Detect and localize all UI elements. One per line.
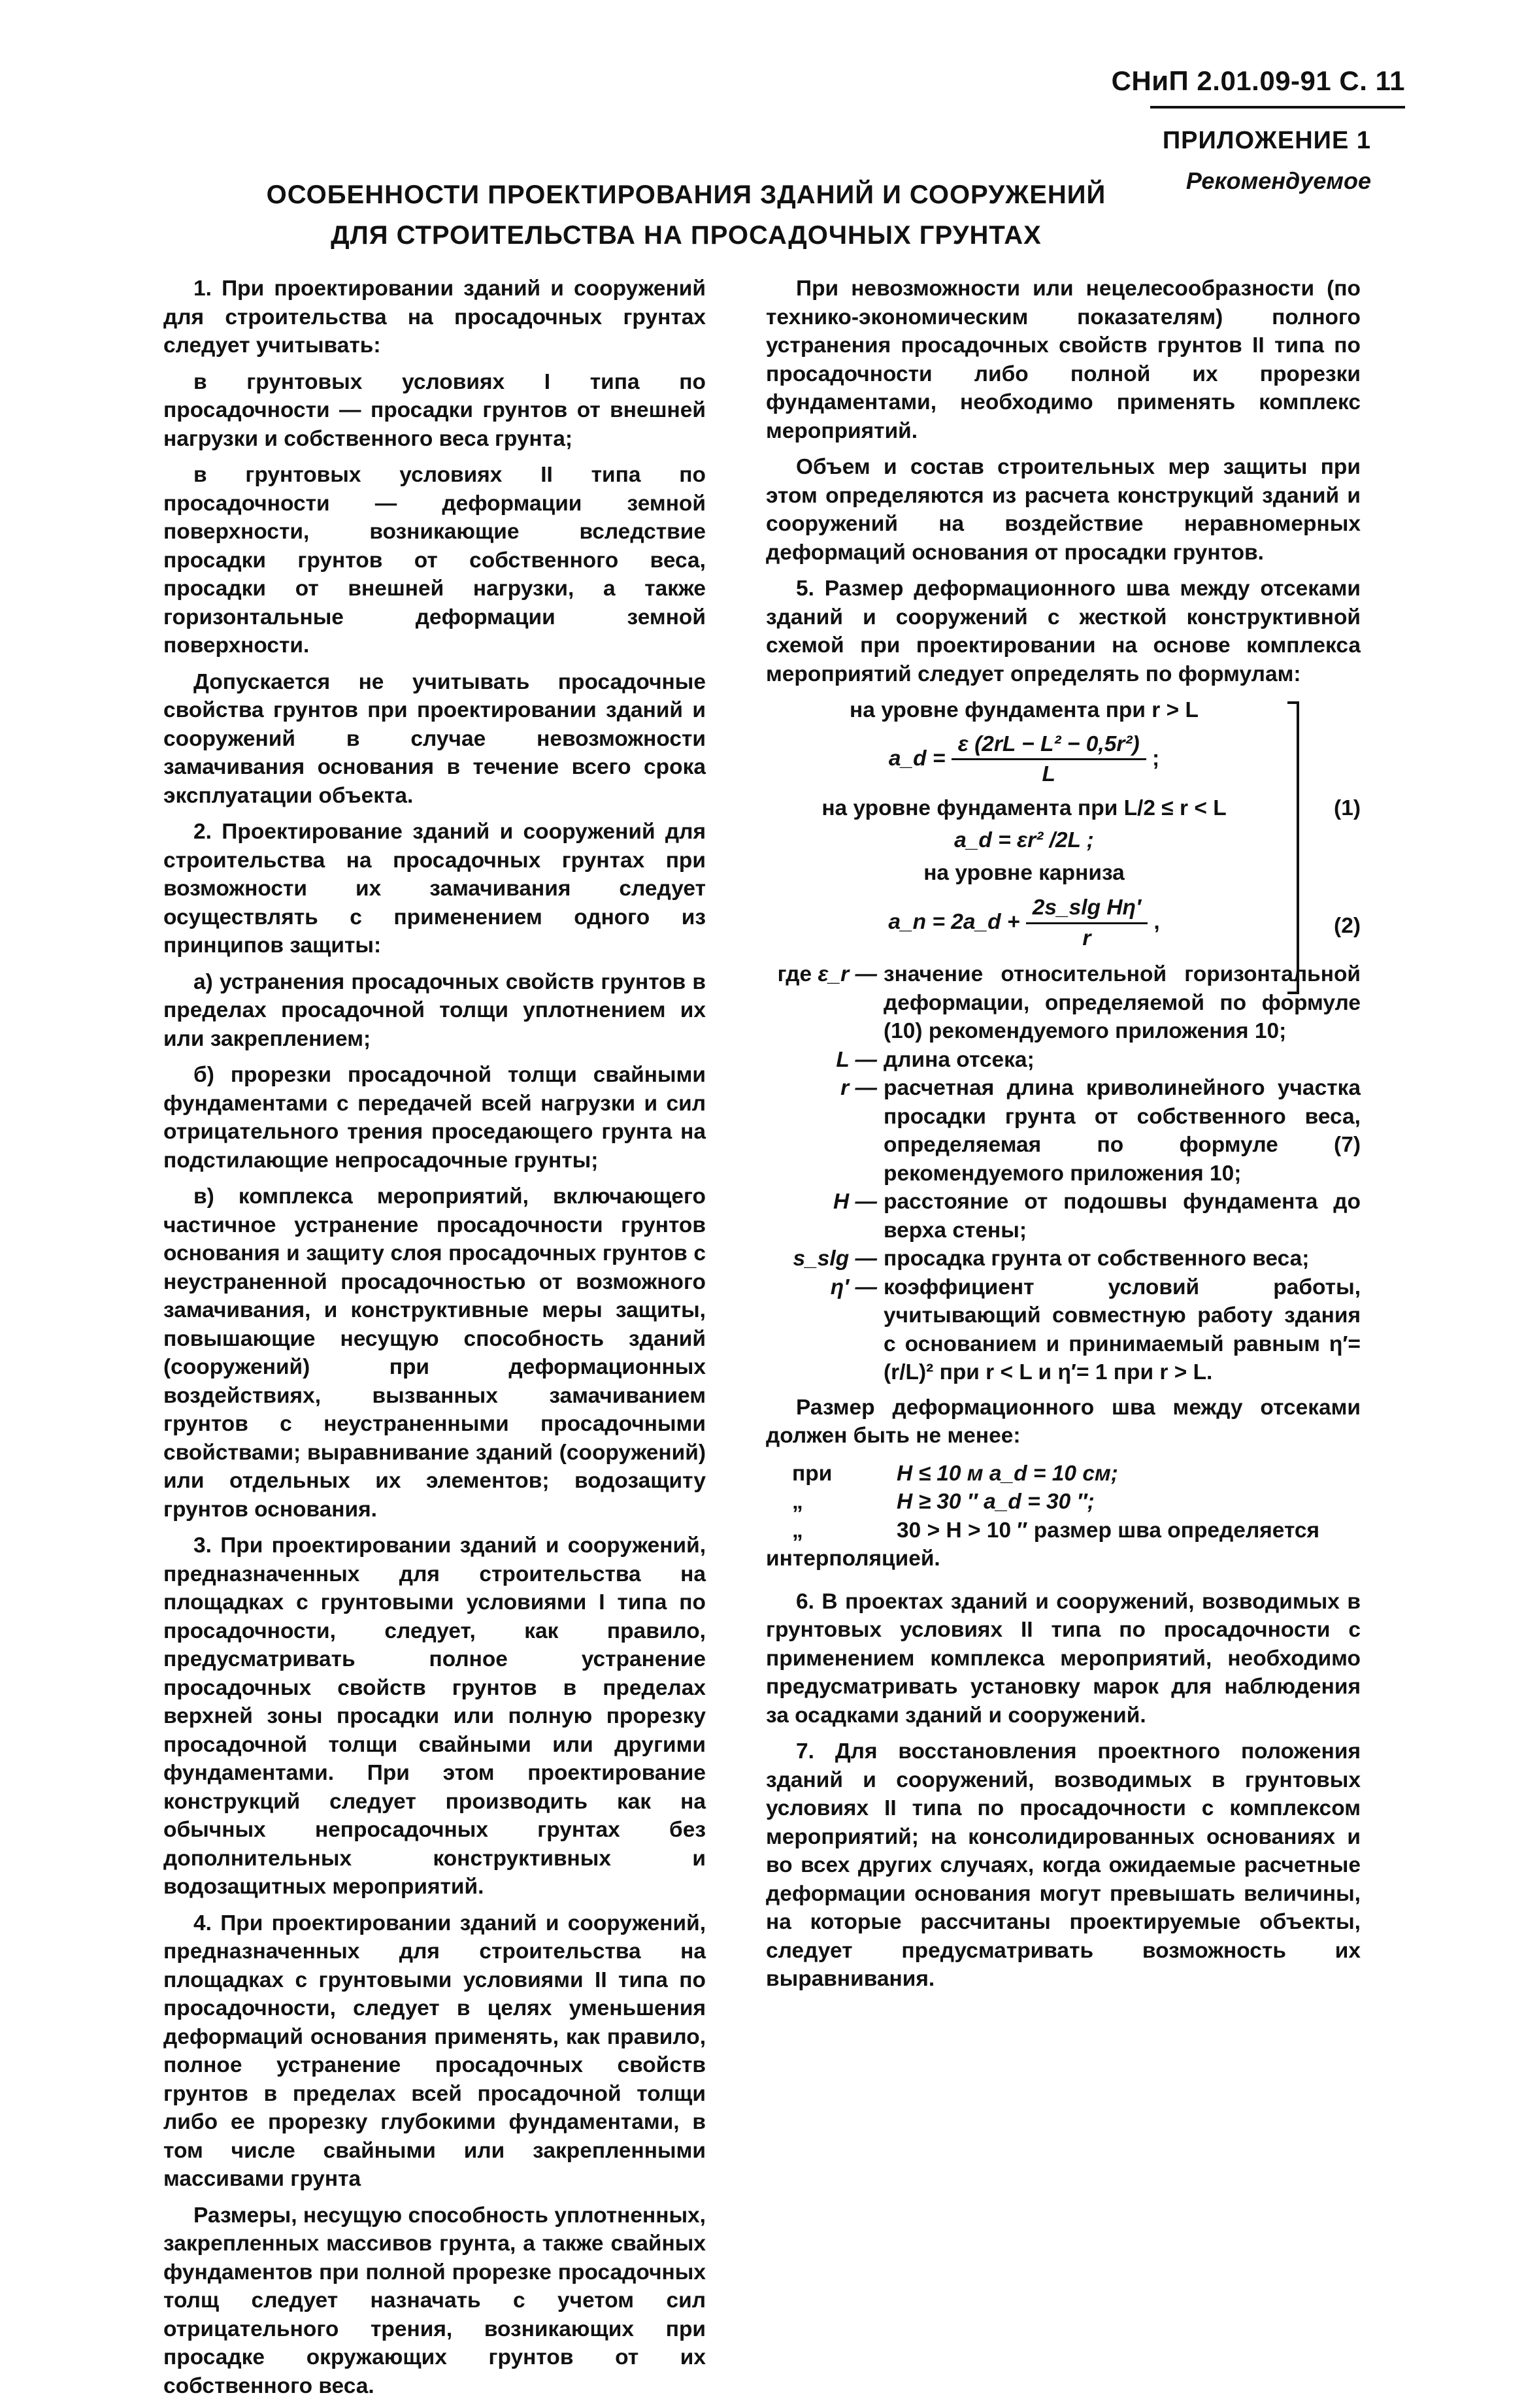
condition-row: при H ≤ 10 м a_d = 10 см; bbox=[792, 1461, 1118, 1486]
paragraph: При невозможности или нецелесообразности (по технико-экономическим показателям) полного устранения просадочных свойств грунтов II типа по просадочности либо полной их прорезки фундаментами, необходимо применять комплекс мероприятий. bbox=[766, 276, 1361, 443]
paragraph: 2. Проектирование зданий и сооружений для строительства на просадочных грунтах при возможности их замачивания следует осуществлять с применением одного из принципов защиты: bbox=[163, 820, 706, 958]
recommended-label: Рекомендуемое bbox=[1185, 167, 1371, 194]
equation-number-1: (1) bbox=[1334, 796, 1361, 820]
joint-conditions bbox=[766, 1460, 1361, 1573]
paragraph: 7. Для восстановления проектного положения зданий и сооружений, возводимых в грунтовых условиях II типа по просадочности с комплексом мероприятий; на консолидированных основаниях и во всех других случаях, когда ожидаемые расчетные деформации основания могут превышать величины, на которые рассчитаны проектируемые объекты, следует предусматривать возможность их выравнивания. bbox=[766, 1739, 1361, 1991]
condition-row: „ H ≥ 30 ″ a_d = 30 ″; bbox=[792, 1490, 1095, 1514]
formula-block-2 bbox=[766, 894, 1361, 952]
formula-condition: на уровне фундамента при r > L bbox=[850, 698, 1199, 722]
paragraph: 6. В проектах зданий и сооружений, возводимых в грунтовых условиях II типа по просадочности с применением комплекса мероприятий, необходимо предусматривать установку марок для наблюдения за осадками зданий и сооружений. bbox=[766, 1589, 1361, 1728]
paragraph: Объем и состав строительных мер защиты при этом определяются из расчета конструкций зданий и сооружений на воздействие неравномерных деформаций основания от просадки грунтов. bbox=[766, 455, 1361, 565]
paragraph: в) комплекса мероприятий, включающего частичное устранение просадочности грунтов основания и защиту слоя просадочных грунтов с неустраненной просадочностью от возможного замачивания, и конструктивные меры защиты, повышающие несущую способность зданий (сооружений) при деформационных воздействиях, вызванных замачиванием грунтов с неустраненными просадочными свойствами; выравнивание зданий (сооружений) или отдельных их элементов; водозащиту грунтов основания. bbox=[163, 1184, 706, 1522]
definition-row: r — расчетная длина криволинейного участка просадки грунта от собственного веса, определяемая по формуле (7) рекомендуемого приложения 10; bbox=[840, 1076, 1361, 1186]
document-ref: СНиП 2.01.09-91 С. 11 bbox=[1111, 65, 1405, 96]
paragraph: 5. Размер деформационного шва между отсеками зданий и сооружений с жесткой конструктивной схемой при проектировании на основе комплекса мероприятий следует определять по формулам: bbox=[766, 577, 1361, 686]
formula-condition: на уровне фундамента при L/2 ≤ r < L bbox=[821, 795, 1227, 820]
definition-row: L — длина отсека; bbox=[836, 1047, 1035, 1072]
formula-1: a_d = $\frac{\text{ε (2rL − L² − 0,5r²)}}{L}$ ; bbox=[766, 730, 1361, 789]
condition-row: „ 30 > H > 10 ″ размер шва определяется bbox=[792, 1518, 1320, 1543]
title-line-2: ДЛЯ СТРОИТЕЛЬСТВА НА ПРОСАДОЧНЫХ ГРУНТАХ bbox=[331, 221, 1042, 250]
paragraph: а) устранения просадочных свойств грунтов в пределах просадочной толщи уплотнением их или закреплением; bbox=[163, 969, 706, 1051]
paragraph: в грунтовых условиях II типа по просадочности — деформации земной поверхности, возникающие вследствие просадки грунтов от собственного веса, просадки от внешней нагрузки, а также горизонтальные деформации земной поверхности. bbox=[163, 463, 706, 658]
paragraph: Размеры, несущую способность уплотненных, закрепленных массивов грунта, а также свайных фундаментов при полной прорезке просадочных толщ следует назначать с учетом сил отрицательного трения, возникающих при просадке окружающих грунтов от их собственного веса. bbox=[163, 2203, 706, 2398]
left-column bbox=[163, 275, 706, 2408]
paragraph: в грунтовых условиях I типа по просадочности — просадки грунтов от внешней нагрузки и собственного веса грунта; bbox=[163, 369, 706, 451]
appendix-label: ПРИЛОЖЕНИЕ 1 bbox=[1162, 127, 1371, 154]
paragraph: 3. При проектировании зданий и сооружений, предназначенных для строительства на площадках с грунтовыми условиями I типа по просадочности, следует, как правило, предусматривать полное устранение просадочных свойств грунтов в пределах верхней зоны просадки или полную прорезку просадочной толщи свайными или другими фундаментами. При этом проектирование конструкций следует производить как на обычных непросадочных грунтах без дополнительных конструктивных и водозащитных мероприятий. bbox=[163, 1533, 706, 1899]
definition-row: s_slg — просадка грунта от собственного веса; bbox=[793, 1246, 1310, 1271]
condition-tail: интерполяцией. bbox=[766, 1547, 940, 1571]
formula-2-expr: a_n = 2a_d + $\frac{\text{2s\_slg Hη′}}{r}$ , bbox=[766, 894, 1361, 952]
formula-2: a_d = εr² /2L ; bbox=[954, 828, 1094, 852]
paragraph: 1. При проектировании зданий и сооружений для строительства на просадочных грунтах следует учитывать: bbox=[163, 276, 706, 358]
formula-condition: на уровне карниза bbox=[923, 860, 1125, 885]
paragraph: Допускается не учитывать просадочные свойства грунтов при проектировании зданий и сооружений в случае невозможности замачивания основания в течение всего срока эксплуатации объекта. bbox=[163, 669, 706, 808]
definitions bbox=[766, 960, 1361, 1387]
paragraph: б) прорезки просадочной толщи свайными фундаментами с передачей всей нагрузки и сил отрицательного трения проседающего грунта на подстилающие непросадочные грунты; bbox=[163, 1063, 706, 1173]
definition-row: H — расстояние от подошвы фундамента до верха стены; bbox=[833, 1190, 1361, 1243]
definition-row: η′ — коэффициент условий работы, учитывающий совместную работу здания с основанием и принимаемый равным η′= (r/L)² при r < L и η′= 1 при r > L. bbox=[830, 1275, 1361, 1384]
definition-row: где ε_r — значение относительной горизонтальной деформации, определяемой по формуле (10) рекомендуемого приложения 10; bbox=[777, 962, 1361, 1043]
paragraph: 4. При проектировании зданий и сооружений, предназначенных для строительства на площадках с грунтовыми условиями II типа по просадочности, следует в целях уменьшения деформаций основания применять, как правило, полное устранение просадочных свойств грунтов в пределах всей просадочной толщи либо ее прорезку глубокими фундаментами, в том числе свайными или закрепленными массивами грунта bbox=[163, 1911, 706, 2191]
title-line-1: ОСОБЕННОСТИ ПРОЕКТИРОВАНИЯ ЗДАНИЙ И СООРУЖЕНИЙ bbox=[266, 180, 1106, 209]
right-column bbox=[766, 275, 1361, 2001]
paragraph: Размер деформационного шва между отсеками должен быть не менее: bbox=[766, 1395, 1361, 1448]
header-rule bbox=[1150, 106, 1405, 109]
equation-number-2: (2) bbox=[1334, 914, 1361, 938]
formula-block-1 bbox=[766, 696, 1361, 887]
